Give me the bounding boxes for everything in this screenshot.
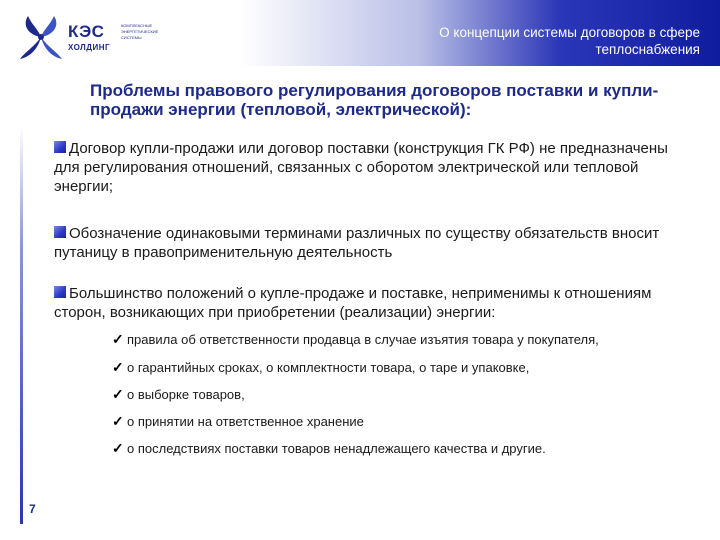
checkmark-icon: ✓ [112, 386, 124, 402]
sub-point-text: о гарантийных сроках, о комплектности товара, о таре и упаковке, [127, 360, 530, 375]
bullet-text: Большинство положений о купле-продаже и поставке, неприменимы к отношениям сторон, возникающих при приобретении (реализации) энергии: [54, 285, 652, 321]
header-banner [0, 0, 720, 66]
sub-point-list [112, 331, 658, 458]
logo-abbreviation: КЭС [68, 22, 105, 41]
sub-point [112, 440, 658, 458]
sub-point [112, 413, 658, 431]
decorative-side-bar [20, 125, 23, 524]
checkmark-icon: ✓ [112, 413, 124, 429]
sub-point-text: о последствиях поставки товаров ненадлежащего качества и другие. [127, 441, 546, 456]
page-number: 7 [29, 502, 36, 516]
bullet-point [54, 284, 694, 322]
blue-square-bullet-icon [54, 226, 66, 238]
bullet-point [54, 139, 694, 196]
blue-square-bullet-icon [54, 286, 66, 298]
kes-logo-icon [18, 13, 64, 61]
slide-section-title: О концепции системы договоров в сфере теплоснабжения [439, 25, 700, 57]
checkmark-icon: ✓ [112, 359, 124, 375]
sub-point [112, 386, 658, 404]
checkmark-icon: ✓ [112, 440, 124, 456]
slide-heading: Проблемы правового регулирования договоров поставки и купли-продажи энергии (тепловой, электрической): [90, 81, 659, 119]
sub-point [112, 331, 658, 349]
sub-point-text: о принятии на ответственное хранение [127, 414, 364, 429]
company-logo [18, 13, 168, 61]
blue-square-bullet-icon [54, 141, 66, 153]
sub-point [112, 359, 658, 377]
checkmark-icon: ✓ [112, 331, 124, 347]
sub-point-text: правила об ответственности продавца в случае изъятия товара у покупателя, [127, 332, 599, 347]
sub-point-text: о выборке товаров, [127, 387, 245, 402]
bullet-text: Договор купли-продажи или договор поставки (конструкция ГК РФ) не предназначены для регулирования отношений, связанных с оборотом электрической или тепловой энергии; [54, 140, 668, 195]
logo-subtitle: ХОЛДИНГ [68, 43, 111, 52]
bullet-text: Обозначение одинаковыми терминами различных по существу обязательств вносит путаницу в правоприменительную деятельность [54, 225, 660, 261]
logo-side-text: КОМПЛЕКСНЫЕ ЭНЕРГЕТИЧЕСКИЕ СИСТЕМЫ [121, 23, 159, 40]
bullet-point [54, 224, 694, 262]
